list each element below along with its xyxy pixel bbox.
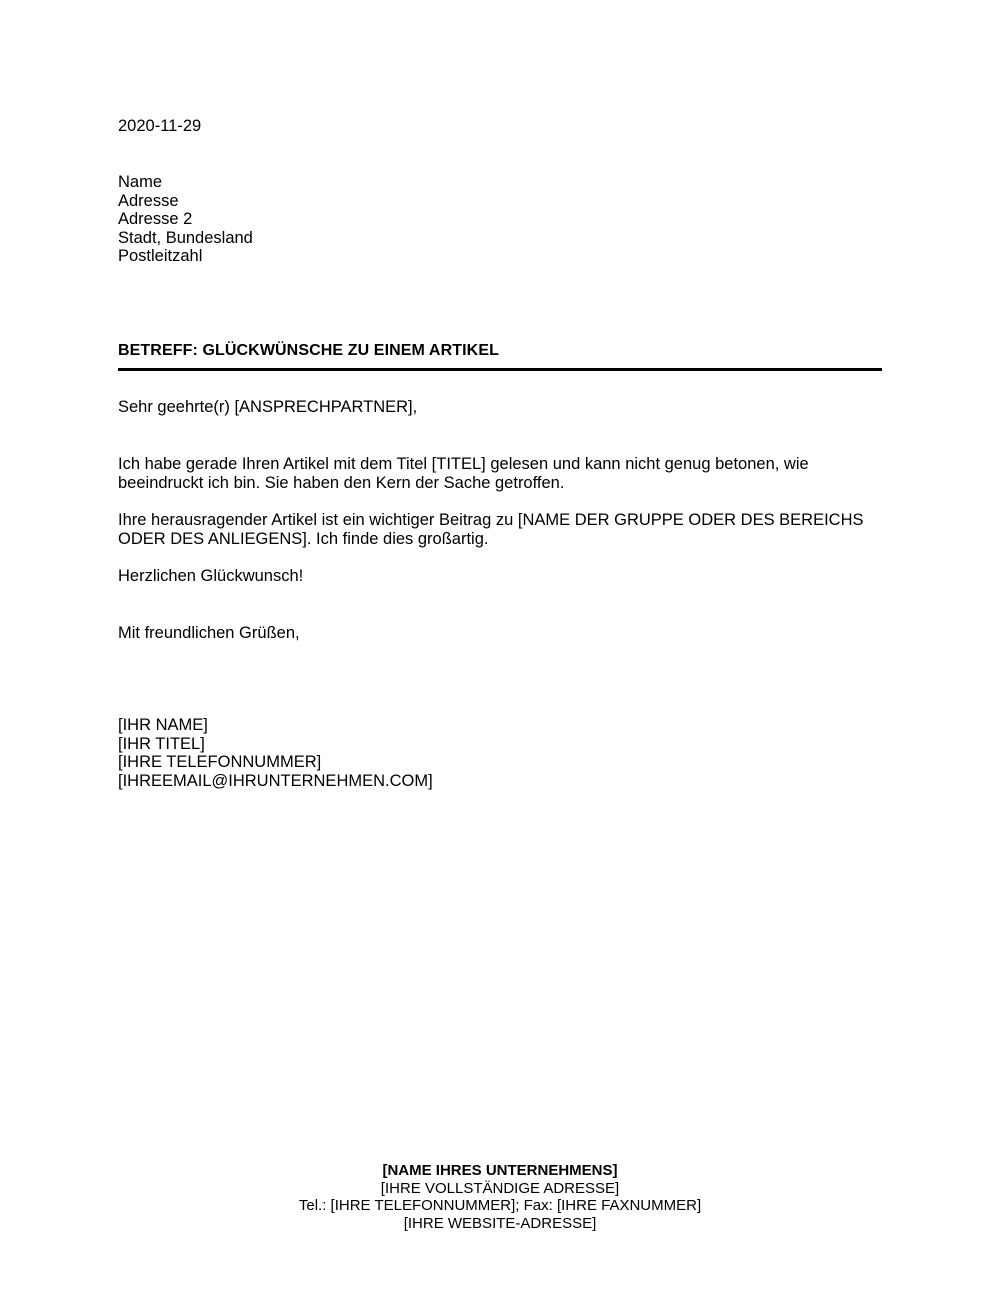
closing-text: Mit freundlichen Grüßen, — [118, 624, 300, 642]
body-paragraph-2 — [118, 511, 882, 548]
body-paragraph-1 — [118, 455, 882, 492]
paragraph-1-line-1: Ich habe gerade Ihren Artikel mit dem Titel [TITEL] gelesen und kann nicht genug betonen, wie — [118, 455, 809, 473]
recipient-address-line-2: Adresse 2 — [118, 210, 193, 229]
date-text: 2020-11-29 — [118, 117, 202, 135]
salutation-text: Sehr geehrte(r) [ANSPRECHPARTNER], — [118, 398, 418, 416]
recipient-city-state: Stadt, Bundesland — [118, 228, 253, 247]
recipient-address-line-1: Adresse — [118, 191, 179, 210]
paragraph-2-line-2: ODER DES ANLIEGENS]. Ich finde dies großartig. — [118, 529, 489, 548]
footer-contact: Tel.: [IHRE TELEFONNUMMER]; Fax: [IHRE FAXNUMMER] — [298, 1197, 702, 1214]
subject-line — [118, 342, 882, 361]
recipient-name: Name — [118, 173, 163, 191]
subject-divider — [118, 368, 882, 371]
congratulations — [118, 567, 882, 586]
salutation — [118, 398, 882, 417]
letter-date — [118, 117, 882, 136]
signature-phone: [IHRE TELEFONNUMMER] — [118, 753, 322, 772]
footer-website: [IHRE WEBSITE-ADRESSE] — [403, 1214, 597, 1232]
signature-title: [IHR TITEL] — [118, 734, 205, 753]
company-footer — [0, 1162, 1000, 1232]
congratulations-text: Herzlichen Glückwunsch! — [118, 567, 304, 585]
subject-text: BETREFF: GLÜCKWÜNSCHE ZU EINEM ARTIKEL — [118, 342, 499, 359]
closing — [118, 624, 882, 643]
footer-company-name: [NAME IHRES UNTERNEHMENS] — [382, 1162, 618, 1179]
signature-email: [IHREEMAIL@IHRUNTERNEHMEN.COM] — [118, 771, 433, 790]
recipient-postal-code: Postleitzahl — [118, 247, 203, 266]
paragraph-2-line-1: Ihre herausragender Artikel ist ein wichtiger Beitrag zu [NAME DER GRUPPE ODER DES BEREICHS — [118, 511, 864, 529]
signature-name: [IHR NAME] — [118, 716, 208, 734]
paragraph-1-line-2: beeindruckt ich bin. Sie haben den Kern der Sache getroffen. — [118, 473, 565, 492]
signature-block — [118, 716, 882, 790]
recipient-address — [118, 173, 882, 266]
footer-address: [IHRE VOLLSTÄNDIGE ADRESSE] — [380, 1179, 620, 1197]
